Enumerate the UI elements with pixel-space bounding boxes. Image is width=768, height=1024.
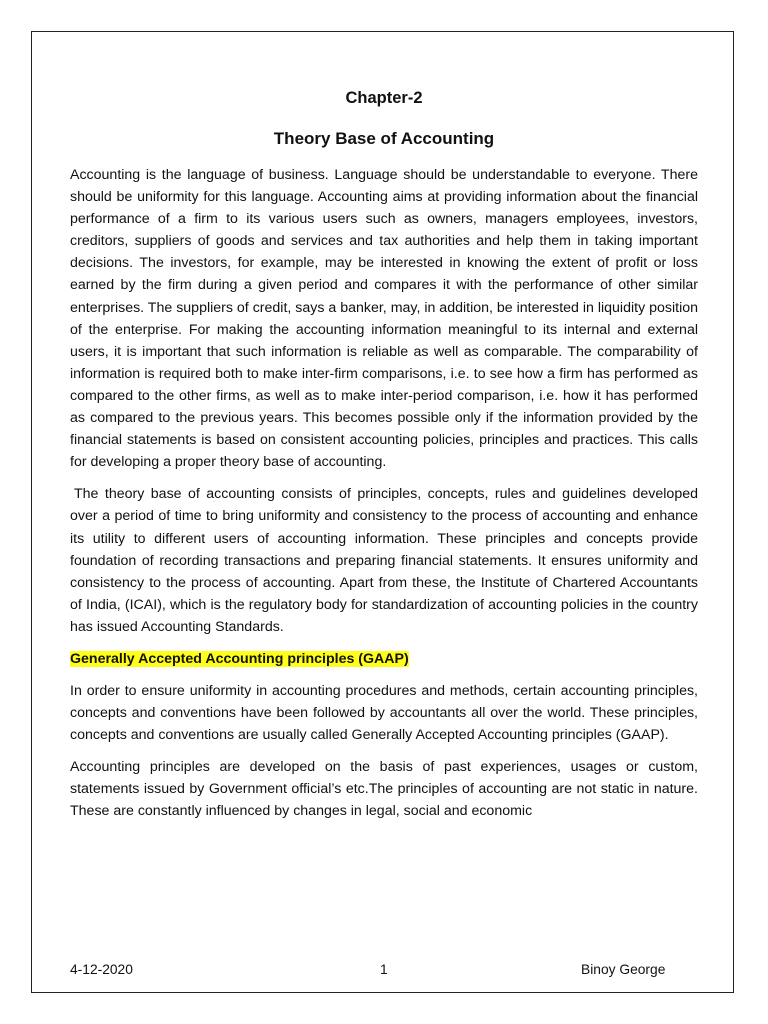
gaap-heading-text: Generally Accepted Accounting principles (GAAP) [70,650,409,667]
intro-paragraph: Accounting is the language of business. Language should be understandable to everyone. There should be uniformity for this language. Accounting aims at providing information about the financial performance of a firm to its various users such as owners, managers employees, investors, creditors, suppliers of goods and services and tax authorities and help them in taking important decisions. The investors, for example, may be interested in knowing the extent of profit or loss earned by the firm during a given period and compares it with the performance of other similar enterprises. The suppliers of credit, says a banker, may, in addition, be interested in liquidity position of the enterprise. For making the accounting information meaningful to its internal and external users, it is important that such information is reliable as well as comparable. The comparability of information is required both to make inter-firm comparisons, i.e. to see how a firm has performed as compared to the other firms, as well as to make inter-period comparison, i.e. how it has performed as compared to the previous years. This becomes possible only if the information provided by the financial statements is based on consistent accounting policies, principles and practices. This calls for developing a proper theory base of accounting. [70,167,699,471]
gaap-heading [70,648,698,670]
footer-date: 4-12-2020 [70,962,133,977]
footer-author: Binoy George [581,962,666,977]
page-title: Theory Base of Accounting [273,129,495,148]
chapter-label: Chapter-2 [345,89,423,107]
gaap-paragraph-2: Accounting principles are developed on the basis of past experiences, usages or custom, statements issued by Government official’s etc.The principles of accounting are not static in nature. These are constantly influenced by changes in legal, social and economic [70,759,698,820]
theory-base-paragraph: The theory base of accounting consists of principles, concepts, rules and guidelines developed over a period of time to bring uniformity and consistency to the process of accounting and enhance its utility to different users of accounting information. These principles and concepts provide foundation of recording transactions and preparing financial statements. It ensures uniformity and consistency to the process of accounting. Apart from these, the Institute of Chartered Accountants of India, (ICAI), which is the regulatory body for standardization of accounting policies in the country has issued Accounting Standards. [70,486,698,635]
gaap-paragraph-1: In order to ensure uniformity in accounting procedures and methods, certain accounting principles, concepts and conventions have been followed by accountants all over the world. These principles, concepts and conventions are usually called Generally Accepted Accounting principles (GAAP). [70,682,698,744]
footer-page-number: 1 [380,962,388,977]
document-content [70,86,698,833]
